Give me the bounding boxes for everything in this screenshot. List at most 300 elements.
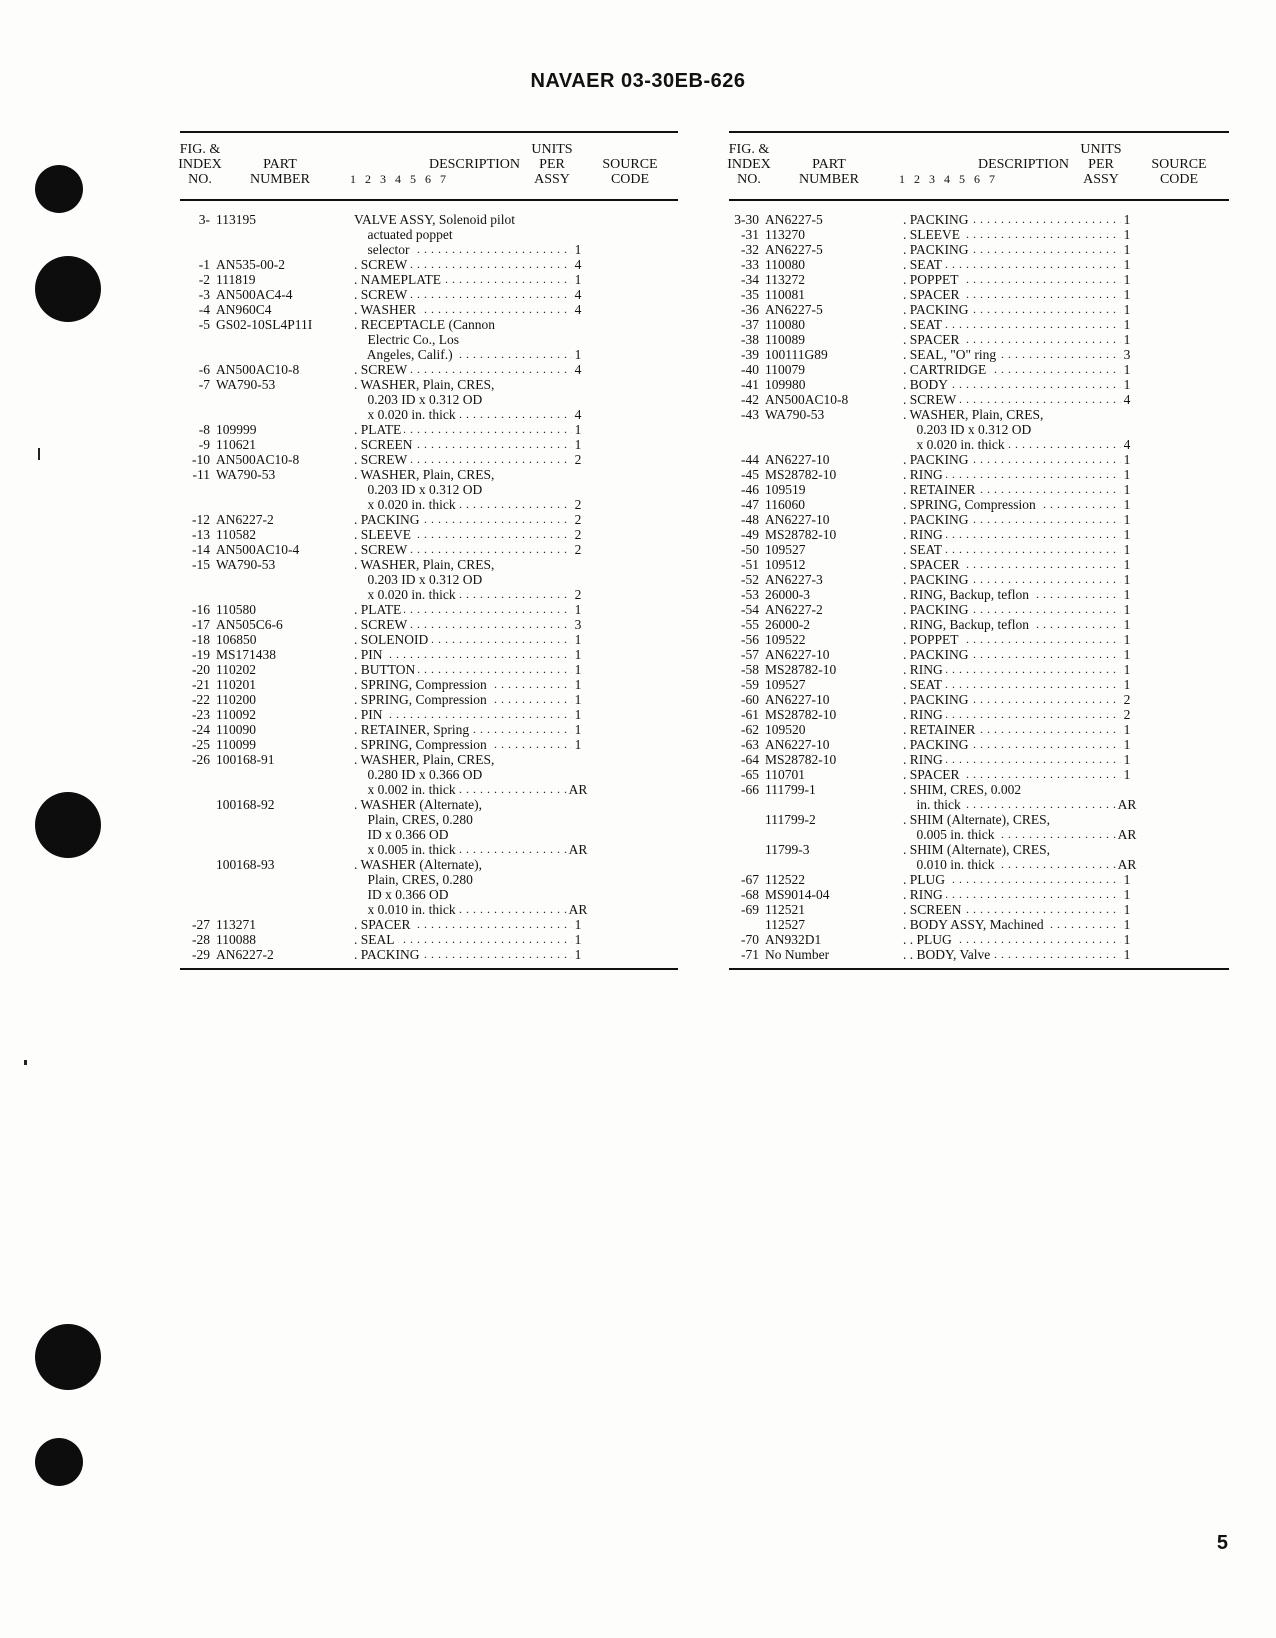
table-row <box>729 227 1229 242</box>
description-text: . SLEEVE <box>903 227 963 242</box>
description-cell <box>354 377 572 392</box>
header-text: ASSY <box>534 172 570 187</box>
description-text: . SLEEVE <box>354 527 414 542</box>
units-per-assy-cell: 4 <box>1123 392 1131 407</box>
description-cell <box>903 707 1121 722</box>
table-body <box>180 201 678 968</box>
description-text: x 0.005 in. thick <box>354 842 459 857</box>
table-row <box>729 212 1229 227</box>
table-row <box>180 902 678 917</box>
fig-index-cell: -45 <box>741 467 759 482</box>
description-cell <box>354 782 572 797</box>
part-number-cell: 113272 <box>765 272 805 287</box>
description-text: . SHIM (Alternate), CRES, <box>903 842 1053 857</box>
table-row <box>729 407 1229 422</box>
part-number-cell: 100168-91 <box>216 752 275 767</box>
table-header <box>729 133 1229 201</box>
description-cell <box>354 872 572 887</box>
description-cell <box>354 497 572 512</box>
table-row <box>180 362 678 377</box>
description-cell <box>354 767 572 782</box>
table-row <box>729 692 1229 707</box>
description-cell <box>903 932 1121 947</box>
table-row <box>729 602 1229 617</box>
description-cell <box>354 227 572 242</box>
table-row <box>180 812 678 827</box>
units-per-assy-cell: 1 <box>574 692 582 707</box>
description-text: . . BODY, Valve <box>903 947 993 962</box>
units-per-assy-cell: 4 <box>1123 437 1131 452</box>
units-header <box>524 142 580 187</box>
description-cell <box>903 947 1121 962</box>
description-text: . PACKING <box>903 512 972 527</box>
part-number-cell: AN6227-10 <box>765 692 830 707</box>
fig-index-cell: -35 <box>741 287 759 302</box>
units-per-assy-cell: 1 <box>574 737 582 752</box>
fig-index-cell: -46 <box>741 482 759 497</box>
part-number-header <box>238 157 322 187</box>
table-row <box>180 947 678 962</box>
description-text: . WASHER (Alternate), <box>354 857 485 872</box>
description-text: actuated poppet <box>354 227 456 242</box>
description-cell <box>903 872 1121 887</box>
fig-index-cell: -37 <box>741 317 759 332</box>
table-row <box>180 377 678 392</box>
description-text: . SCREEN <box>354 437 416 452</box>
fig-index-cell: -18 <box>192 632 210 647</box>
fig-index-cell: -51 <box>741 557 759 572</box>
units-per-assy-cell: 1 <box>1123 332 1131 347</box>
description-text: . SOLENOID <box>354 632 431 647</box>
description-cell <box>903 782 1121 797</box>
units-per-assy-cell: 1 <box>574 707 582 722</box>
source-code-header <box>1133 157 1225 187</box>
description-cell <box>903 917 1121 932</box>
fig-index-cell: -65 <box>741 767 759 782</box>
units-per-assy-cell: AR <box>1117 827 1137 842</box>
description-header <box>350 157 520 187</box>
table-row <box>729 737 1229 752</box>
table-row <box>180 437 678 452</box>
fig-index-cell: -57 <box>741 647 759 662</box>
description-cell <box>354 902 572 917</box>
part-number-cell: AN6227-10 <box>765 647 830 662</box>
description-text: . SPACER <box>903 332 963 347</box>
units-per-assy-cell: 1 <box>1123 602 1131 617</box>
description-text: 0.280 ID x 0.366 OD <box>354 767 485 782</box>
fig-index-cell: -1 <box>198 257 210 272</box>
scan-mark <box>38 448 40 460</box>
description-cell <box>354 812 572 827</box>
fig-index-cell: -4 <box>198 302 210 317</box>
part-number-cell: 109999 <box>216 422 257 437</box>
part-number-cell: MS171438 <box>216 647 277 662</box>
description-cell <box>903 362 1121 377</box>
units-per-assy-cell: 1 <box>1123 542 1131 557</box>
fig-index-cell: -71 <box>741 947 759 962</box>
description-cell <box>354 422 572 437</box>
description-text: . SPACER <box>354 917 414 932</box>
description-text: . SPRING, Compression <box>354 737 490 752</box>
part-number-cell: MS28782-10 <box>765 707 837 722</box>
description-cell <box>354 857 572 872</box>
units-per-assy-cell: 4 <box>574 287 582 302</box>
description-cell <box>354 917 572 932</box>
part-number-cell: 113195 <box>216 212 256 227</box>
part-number-cell: MS9014-04 <box>765 887 830 902</box>
description-cell <box>903 317 1121 332</box>
description-text: . POPPET <box>903 272 962 287</box>
units-per-assy-cell: 1 <box>1123 662 1131 677</box>
description-cell <box>354 752 572 767</box>
units-per-assy-cell: 1 <box>1123 647 1131 662</box>
description-text: . PLUG <box>903 872 948 887</box>
fig-index-cell: -41 <box>741 377 759 392</box>
description-cell <box>903 842 1121 857</box>
header-text: PER <box>1088 157 1114 172</box>
part-number-cell: 26000-3 <box>765 587 810 602</box>
description-cell <box>903 887 1121 902</box>
description-cell <box>903 482 1121 497</box>
table-row <box>729 947 1229 962</box>
description-cell <box>354 437 572 452</box>
description-cell <box>354 677 572 692</box>
part-number-cell: AN535-00-2 <box>216 257 285 272</box>
fig-index-cell: -20 <box>192 662 210 677</box>
description-text: . PIN <box>354 707 386 722</box>
table-row <box>729 467 1229 482</box>
table-row <box>180 872 678 887</box>
table-row <box>180 407 678 422</box>
punch-hole <box>35 792 101 858</box>
description-text: . RING <box>903 527 946 542</box>
fig-index-cell: -64 <box>741 752 759 767</box>
table-row <box>729 872 1229 887</box>
description-text: . SEAT <box>903 677 945 692</box>
description-cell <box>354 722 572 737</box>
table-row <box>729 797 1229 812</box>
header-text: DESCRIPTION <box>428 157 520 172</box>
table-row <box>180 557 678 572</box>
header-text: UNITS <box>531 142 573 157</box>
description-cell <box>354 482 572 497</box>
description-cell <box>903 497 1121 512</box>
table-row <box>729 887 1229 902</box>
units-per-assy-cell: 1 <box>1123 752 1131 767</box>
description-cell <box>354 392 572 407</box>
description-cell <box>354 647 572 662</box>
fig-index-cell: -22 <box>192 692 210 707</box>
table-row <box>180 227 678 242</box>
description-text: . SEAT <box>903 257 945 272</box>
table-row <box>180 527 678 542</box>
table-row <box>729 722 1229 737</box>
part-number-cell: 110088 <box>216 932 256 947</box>
table-row <box>729 287 1229 302</box>
part-number-cell: AN6227-2 <box>216 947 274 962</box>
part-number-header <box>787 157 871 187</box>
fig-index-cell: -7 <box>198 377 210 392</box>
table-row <box>180 827 678 842</box>
fig-index-cell: -24 <box>192 722 210 737</box>
description-text: Plain, CRES, 0.280 <box>354 872 476 887</box>
description-cell <box>903 467 1121 482</box>
fig-index-cell: -13 <box>192 527 210 542</box>
units-per-assy-cell: 1 <box>574 602 582 617</box>
table-row <box>729 422 1229 437</box>
fig-index-cell: -19 <box>192 647 210 662</box>
description-text: . PACKING <box>903 212 972 227</box>
part-number-cell: WA790-53 <box>216 467 276 482</box>
description-text: Plain, CRES, 0.280 <box>354 812 476 827</box>
fig-index-cell: -70 <box>741 932 759 947</box>
units-per-assy-cell: 1 <box>574 932 582 947</box>
table-row <box>180 542 678 557</box>
description-cell <box>903 407 1121 422</box>
description-cell <box>354 362 572 377</box>
table-row <box>729 377 1229 392</box>
fig-index-cell: -27 <box>192 917 210 932</box>
table-row <box>729 452 1229 467</box>
fig-index-cell: -66 <box>741 782 759 797</box>
description-text: 0.203 ID x 0.312 OD <box>354 392 485 407</box>
description-cell <box>354 932 572 947</box>
document-header: NAVAER 03-30EB-626 <box>530 70 746 92</box>
description-cell <box>903 212 1121 227</box>
part-number-cell: 110621 <box>216 437 256 452</box>
part-number-cell: 100168-92 <box>216 797 275 812</box>
description-cell <box>354 542 572 557</box>
description-cell <box>903 737 1121 752</box>
fig-index-cell: -32 <box>741 242 759 257</box>
description-text: . . PLUG <box>903 932 955 947</box>
header-text: ASSY <box>1083 172 1119 187</box>
fig-index-cell: -61 <box>741 707 759 722</box>
table-row <box>180 587 678 602</box>
table-row <box>180 482 678 497</box>
table-row <box>729 707 1229 722</box>
fig-index-cell: -38 <box>741 332 759 347</box>
units-per-assy-cell: 1 <box>574 632 582 647</box>
description-cell <box>903 752 1121 767</box>
table-row <box>180 752 678 767</box>
description-cell <box>354 587 572 602</box>
description-cell <box>354 617 572 632</box>
header-text: CODE <box>610 172 650 187</box>
part-number-cell: 109522 <box>765 632 806 647</box>
table-row <box>180 512 678 527</box>
units-per-assy-cell: AR <box>1117 797 1137 812</box>
description-cell <box>903 767 1121 782</box>
description-cell <box>903 602 1121 617</box>
punch-hole <box>35 1438 83 1486</box>
fig-index-cell: -33 <box>741 257 759 272</box>
description-cell <box>354 632 572 647</box>
description-cell <box>903 632 1121 647</box>
description-text: . WASHER, Plain, CRES, <box>354 557 497 572</box>
table-row <box>180 842 678 857</box>
units-per-assy-cell: 1 <box>1123 377 1131 392</box>
part-number-cell: 106850 <box>216 632 257 647</box>
table-row <box>180 857 678 872</box>
units-per-assy-cell: 1 <box>1123 632 1131 647</box>
header-text: NO. <box>737 172 761 187</box>
description-text: . RING, Backup, teflon <box>903 617 1032 632</box>
description-cell <box>354 662 572 677</box>
units-per-assy-cell: 1 <box>1123 272 1131 287</box>
units-per-assy-cell: 1 <box>574 422 582 437</box>
units-per-assy-cell: 1 <box>1123 677 1131 692</box>
description-text: 0.005 in. thick <box>903 827 998 842</box>
fig-index-cell: -15 <box>192 557 210 572</box>
description-cell <box>903 272 1121 287</box>
description-cell <box>903 242 1121 257</box>
fig-index-header <box>176 142 224 187</box>
description-cell <box>903 527 1121 542</box>
table-row <box>180 887 678 902</box>
units-per-assy-cell: 1 <box>1123 947 1131 962</box>
description-cell <box>903 257 1121 272</box>
description-text: . PACKING <box>354 947 423 962</box>
description-text: . WASHER, Plain, CRES, <box>354 752 497 767</box>
header-text: DESCRIPTION <box>977 157 1069 172</box>
description-text: x 0.020 in. thick <box>354 587 459 602</box>
fig-index-cell: -6 <box>198 362 210 377</box>
header-text: FIG. & <box>179 142 221 157</box>
part-number-cell: AN6227-5 <box>765 242 823 257</box>
table-row <box>180 422 678 437</box>
part-number-cell: 110582 <box>216 527 256 542</box>
table-row <box>729 932 1229 947</box>
part-number-cell: 11799-3 <box>765 842 810 857</box>
fig-index-cell: -17 <box>192 617 210 632</box>
part-number-cell: AN960C4 <box>216 302 272 317</box>
description-text: . RING <box>903 752 946 767</box>
table-row <box>729 782 1229 797</box>
description-text: . RETAINER, Spring <box>354 722 472 737</box>
fig-index-cell: -21 <box>192 677 210 692</box>
units-per-assy-cell: 2 <box>1123 707 1131 722</box>
table-row <box>180 737 678 752</box>
description-text: 0.203 ID x 0.312 OD <box>354 482 485 497</box>
description-text: . PLATE <box>354 422 404 437</box>
table-row <box>180 602 678 617</box>
table-row <box>729 917 1229 932</box>
units-per-assy-cell: 2 <box>574 452 582 467</box>
fig-index-cell: -23 <box>192 707 210 722</box>
description-cell <box>354 407 572 422</box>
table-row <box>729 647 1229 662</box>
description-cell <box>354 887 572 902</box>
units-per-assy-cell: 1 <box>1123 722 1131 737</box>
description-text: . SPACER <box>903 557 963 572</box>
table-row <box>729 572 1229 587</box>
table-row <box>729 482 1229 497</box>
description-text: . SCREW <box>354 542 410 557</box>
table-row <box>729 812 1229 827</box>
part-number-cell: 116060 <box>765 497 805 512</box>
description-text: . PACKING <box>903 692 972 707</box>
description-text: . SCREW <box>354 452 410 467</box>
description-text: . RING <box>903 467 946 482</box>
fig-index-cell: -47 <box>741 497 759 512</box>
fig-index-cell: -2 <box>198 272 210 287</box>
part-number-cell: AN6227-5 <box>765 212 823 227</box>
header-text: 1 2 3 4 5 6 7 <box>899 172 998 186</box>
fig-index-cell: -3 <box>198 287 210 302</box>
fig-index-cell: -5 <box>198 317 210 332</box>
part-number-cell: 109980 <box>765 377 806 392</box>
table-row <box>180 272 678 287</box>
units-per-assy-cell: 1 <box>574 662 582 677</box>
table-row <box>729 512 1229 527</box>
fig-index-cell: -67 <box>741 872 759 887</box>
description-text: . SPACER <box>903 287 963 302</box>
description-cell <box>903 557 1121 572</box>
description-cell <box>354 842 572 857</box>
fig-index-cell: -60 <box>741 692 759 707</box>
table-row <box>180 632 678 647</box>
fig-index-cell: -28 <box>192 932 210 947</box>
part-number-cell: 112521 <box>765 902 805 917</box>
description-text: ID x 0.366 OD <box>354 887 452 902</box>
description-cell <box>903 347 1121 362</box>
units-per-assy-cell: 1 <box>1123 482 1131 497</box>
table-row <box>729 587 1229 602</box>
description-text: . RETAINER <box>903 482 978 497</box>
units-per-assy-cell: 1 <box>1123 872 1131 887</box>
description-cell <box>903 617 1121 632</box>
part-number-cell: 110099 <box>216 737 256 752</box>
part-number-cell: 109527 <box>765 677 806 692</box>
part-number-cell: 26000-2 <box>765 617 810 632</box>
fig-index-cell: -36 <box>741 302 759 317</box>
units-per-assy-cell: 4 <box>574 407 582 422</box>
header-text: UNITS <box>1080 142 1122 157</box>
table-header <box>180 133 678 201</box>
fig-index-cell: -56 <box>741 632 759 647</box>
description-text: . PACKING <box>903 452 972 467</box>
fig-index-cell: -9 <box>198 437 210 452</box>
table-row <box>180 452 678 467</box>
part-number-cell: 113271 <box>216 917 256 932</box>
description-text: selector <box>354 242 412 257</box>
description-cell <box>903 542 1121 557</box>
units-per-assy-cell: AR <box>568 782 588 797</box>
description-cell <box>354 347 572 362</box>
description-text: . SCREW <box>354 257 410 272</box>
table-row <box>180 392 678 407</box>
description-text: . SCREW <box>903 392 959 407</box>
description-text: . PIN <box>354 647 386 662</box>
table-row <box>180 797 678 812</box>
part-number-cell: 100111G89 <box>765 347 828 362</box>
description-cell <box>903 332 1121 347</box>
description-cell <box>903 662 1121 677</box>
fig-index-cell: -10 <box>192 452 210 467</box>
part-number-cell: AN505C6-6 <box>216 617 283 632</box>
part-number-cell: AN6227-5 <box>765 302 823 317</box>
fig-index-cell: -50 <box>741 542 759 557</box>
table-row <box>180 692 678 707</box>
description-text: . PACKING <box>903 242 972 257</box>
table-row <box>180 332 678 347</box>
header-text: PART <box>812 157 846 172</box>
description-cell <box>354 692 572 707</box>
units-header <box>1073 142 1129 187</box>
table-row <box>180 617 678 632</box>
units-per-assy-cell: 1 <box>574 437 582 452</box>
